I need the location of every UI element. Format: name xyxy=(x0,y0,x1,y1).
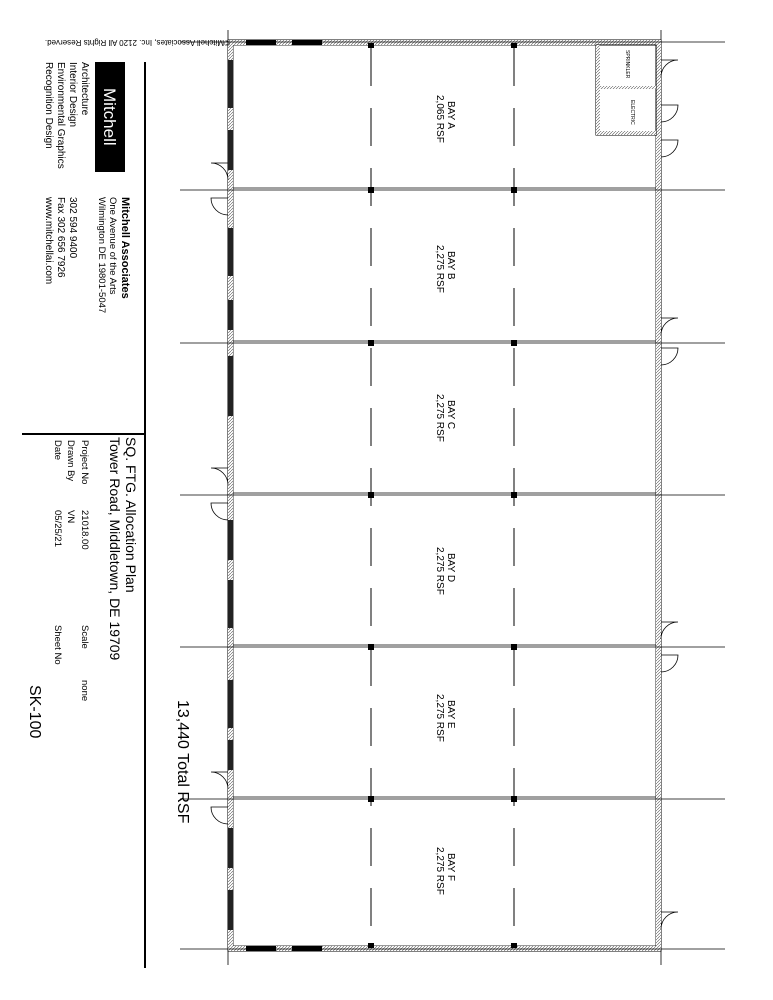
discipline-2: Interior Design xyxy=(67,62,78,128)
firm-address-1: One Avenue of the Arts xyxy=(107,197,118,295)
utility-rooms xyxy=(596,45,656,135)
dashed-column-lines xyxy=(371,48,514,946)
sheet-location: Tower Road, Middletown, DE 19709 xyxy=(107,437,123,661)
sheet-no-label: Sheet No xyxy=(52,625,63,665)
project-no-value: 21018.00 xyxy=(79,510,90,550)
exterior-walls xyxy=(228,40,661,951)
bay-b-name: BAY B xyxy=(445,251,456,280)
date-label: Date xyxy=(52,440,63,461)
bay-d-area: 2,275 RSF xyxy=(434,547,445,595)
discipline-3: Environmental Graphics xyxy=(55,62,66,169)
firm-name: Mitchell Associates xyxy=(119,197,131,299)
discipline-4: Recognition Design xyxy=(43,62,54,149)
bay-b-area: 2,275 RSF xyxy=(434,245,445,293)
bay-f-name: BAY F xyxy=(445,853,456,881)
firm-phone: 302 594 9400 xyxy=(67,197,78,259)
firm-web: www.mitchellai.com xyxy=(43,197,54,285)
drawn-by-value: VN xyxy=(65,510,76,524)
bay-e-area: 2,275 RSF xyxy=(434,694,445,742)
bay-e-name: BAY E xyxy=(445,700,456,729)
discipline-1: Architecture xyxy=(79,62,90,116)
sprinkler-room-label: SPRINKLER xyxy=(624,50,630,79)
bay-c-area: 2,275 RSF xyxy=(434,394,445,442)
scale-value: none xyxy=(79,680,90,702)
firm-fax: Fax 302 656 7926 xyxy=(55,197,66,278)
firm-address-2: Wilmington DE 19801-5047 xyxy=(96,197,107,314)
title-block xyxy=(22,62,145,968)
scale-label: Scale xyxy=(79,625,90,649)
project-no-label: Project No xyxy=(79,440,90,485)
total-rsf: 13,440 Total RSF xyxy=(174,700,191,824)
bay-d-name: BAY D xyxy=(445,553,456,583)
bay-a-name: BAY A xyxy=(445,101,456,129)
bay-c-name: BAY C xyxy=(445,400,456,430)
bay-f-area: 2,275 RSF xyxy=(434,847,445,895)
drawn-by-label: Drawn By xyxy=(65,440,76,482)
logo-text: Mitchell xyxy=(100,88,119,146)
electric-room-label: ELECTRIC xyxy=(629,100,635,125)
date-value: 05/25/21 xyxy=(52,510,63,547)
copyright-text: ©Mitchell Associates, Inc. 2120 All Rights Reserved. xyxy=(44,38,230,47)
bay-a-area: 2,065 RSF xyxy=(434,95,445,143)
structural-columns xyxy=(368,43,517,948)
column-grid xyxy=(180,30,725,965)
sheet-title: SQ. FTG. Allocation Plan xyxy=(123,437,139,593)
sheet-no-value: SK-100 xyxy=(26,685,43,739)
